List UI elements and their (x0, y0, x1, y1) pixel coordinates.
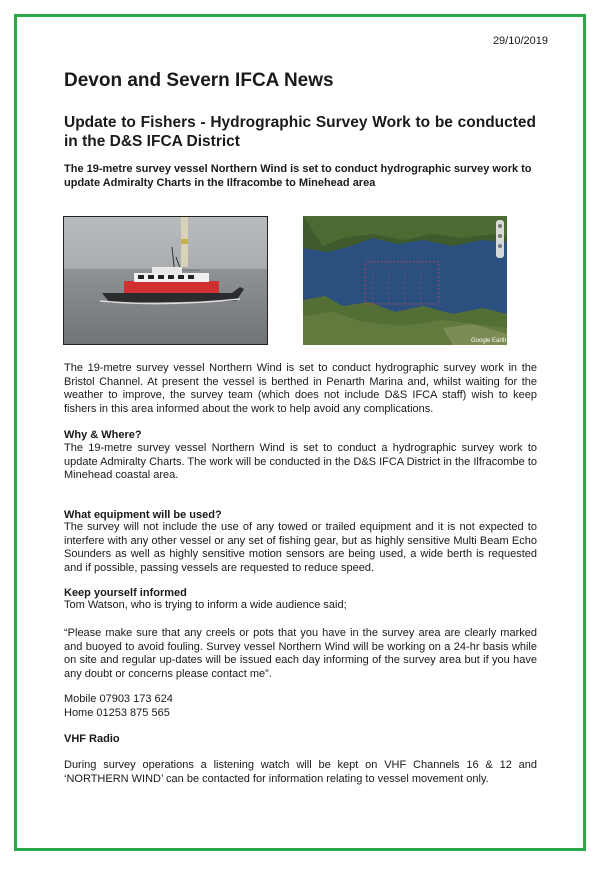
mobile-number: Mobile 07903 173 624 (64, 693, 173, 705)
quote-paragraph: “Please make sure that any creels or pots that you have in the survey area are clearly marked and buoyed to avoid fouling. Survey vessel Northern Wind will be working on a 24-hr basis while on site and regular up-dates will be issued each day informing of the survey area but if you have any doubt or concerns please contact me”. (64, 627, 537, 680)
equipment-heading: What equipment will be used? (64, 509, 222, 521)
map-credit: Google Earth (471, 338, 507, 344)
keep-informed-heading: Keep yourself informed (64, 587, 187, 599)
why-where-heading: Why & Where? (64, 429, 142, 441)
publish-date: 29/10/2019 (492, 35, 548, 47)
masthead-title: Devon and Severn IFCA News (64, 70, 334, 91)
article-standfirst: The 19-metre survey vessel Northern Wind is set to conduct hydrographic survey work to update Admiralty Charts in the Ilfracombe to Minehead area (64, 163, 532, 189)
home-number: Home 01253 875 565 (64, 707, 170, 719)
intro-paragraph: The 19-metre survey vessel Northern Wind is set to conduct hydrographic survey work in the Bristol Channel. At present the vessel is berthed in Penarth Marina and, whilst waiting for the weather to improve, the survey team (which does not include D&S IFCA staff) wish to keep fishers in this area informed about the work to help avoid any complications. (64, 362, 537, 415)
vessel-photo (63, 216, 268, 345)
equipment-text: The survey will not include the use of any towed or trailed equipment and it is not expected to interfere with any other vessel or any set of fishing gear, but as highly sensitive Multi Beam Echo Sounders as well as highly sensitive motion sensors are being used, a wide berth is requested and if possible, passing vessels are requested to reduce speed. (64, 521, 537, 574)
keep-informed-text: Tom Watson, who is trying to inform a wide audience said; (64, 599, 347, 611)
survey-area-map (303, 216, 507, 345)
vhf-text: During survey operations a listening watch will be kept on VHF Channels 16 & 12 and ‘NORTHERN WIND’ can be contacted for information relating to vessel movement only. (64, 759, 537, 785)
vhf-heading: VHF Radio (64, 733, 120, 745)
article-headline: Update to Fishers - Hydrographic Survey Work to be conducted in the D&S IFCA District (64, 114, 536, 150)
why-where-text: The 19-metre survey vessel Northern Wind is set to conduct a hydrographic survey work to update Admiralty Charts. The work will be conducted in the D&S IFCA District in the Ilfracombe to Minehead coastal area. (64, 442, 537, 482)
